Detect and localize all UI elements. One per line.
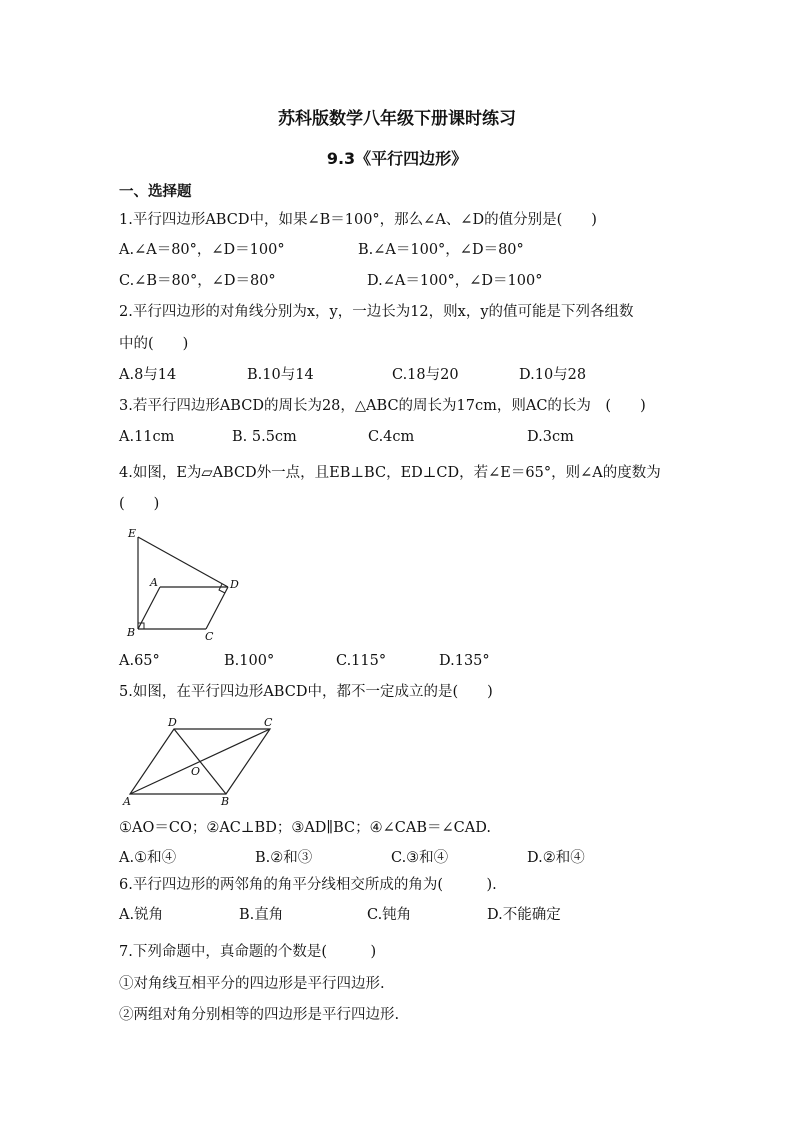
- label-a: A: [150, 576, 158, 589]
- question-6-stem: 6.平行四边形的两邻角的角平分线相交所成的角为( ).: [119, 877, 497, 893]
- document-title: 苏科版数学八年级下册课时练习: [278, 109, 516, 129]
- q2-option-c: C.18与20: [392, 367, 459, 383]
- q7-item-2: ②两组对角分别相等的四边形是平行四边形.: [119, 1007, 400, 1023]
- q1-option-b: B.∠A＝100°，∠D＝80°: [358, 242, 524, 258]
- q3-option-a: A.11cm: [119, 429, 175, 445]
- q4-option-d: D.135°: [439, 653, 490, 669]
- label-e: E: [128, 527, 137, 540]
- q2-option-b: B.10与14: [247, 367, 314, 383]
- figure-q5: [118, 714, 288, 809]
- q6-option-c: C.钝角: [367, 907, 412, 923]
- q6-option-a: A.锐角: [119, 907, 164, 923]
- label-a: A: [123, 795, 131, 808]
- q5-option-d: D.②和④: [527, 850, 585, 866]
- q6-option-b: B.直角: [239, 907, 284, 923]
- label-c: C: [205, 630, 214, 643]
- q1-option-c: C.∠B＝80°，∠D＝80°: [119, 273, 276, 289]
- q5-option-c: C.③和④: [391, 850, 449, 866]
- question-4-stem-line1: 4.如图，E为▱ABCD外一点，且EB⊥BC，ED⊥CD，若∠E＝65°，则∠A的度数为: [119, 465, 661, 481]
- q6-option-d: D.不能确定: [487, 907, 561, 923]
- q4-option-b: B.100°: [224, 653, 275, 669]
- document-subtitle-text: 9.3《平行四边形》: [326, 149, 468, 168]
- q1-option-a: A.∠A＝80°，∠D＝100°: [119, 242, 285, 258]
- q5-option-b: B.②和③: [255, 850, 313, 866]
- q4-option-a: A.65°: [119, 653, 160, 669]
- question-4-stem-line2: ( ): [119, 496, 160, 512]
- label-d: D: [230, 578, 239, 591]
- q3-option-b: B. 5.5cm: [232, 429, 297, 445]
- q7-item-1: ①对角线互相平分的四边形是平行四边形.: [119, 976, 385, 992]
- diagonal-bd: [174, 729, 226, 794]
- document-subtitle: [0, 146, 794, 169]
- label-o: O: [191, 765, 201, 778]
- question-1-stem: 1.平行四边形ABCD中，如果∠B＝100°，那么∠A、∠D的值分别是( ): [119, 212, 597, 228]
- q2-option-a: A.8与14: [119, 367, 177, 383]
- q5-option-a: A.①和④: [119, 850, 177, 866]
- figure-q4: [118, 522, 248, 647]
- q3-option-d: D.3cm: [527, 429, 574, 445]
- q2-option-d: D.10与28: [519, 367, 587, 383]
- q4-option-c: C.115°: [336, 653, 387, 669]
- question-5-statements: ①AO＝CO；②AC⊥BD；③AD∥BC；④∠CAB＝∠CAD.: [119, 820, 491, 836]
- question-3-stem: 3.若平行四边形ABCD的周长为28，△ABC的周长为17cm，则AC的长为 ( ): [119, 398, 646, 414]
- question-2-stem-line2: 中的( ): [119, 336, 189, 352]
- question-2-stem-line1: 2.平行四边形的对角线分别为x，y，一边长为12，则x，y的值可能是下列各组数: [119, 304, 634, 320]
- label-b: B: [127, 626, 136, 639]
- label-b: B: [221, 795, 230, 808]
- question-5-stem: 5.如图，在平行四边形ABCD中，都不一定成立的是( ): [119, 684, 493, 700]
- label-d: D: [168, 716, 177, 729]
- q1-option-d: D.∠A＝100°，∠D＝100°: [367, 273, 543, 289]
- question-7-stem: 7.下列命题中，真命题的个数是( ): [119, 944, 377, 960]
- q3-option-c: C.4cm: [368, 429, 415, 445]
- section-heading: 一、选择题: [119, 184, 192, 200]
- label-c: C: [264, 716, 273, 729]
